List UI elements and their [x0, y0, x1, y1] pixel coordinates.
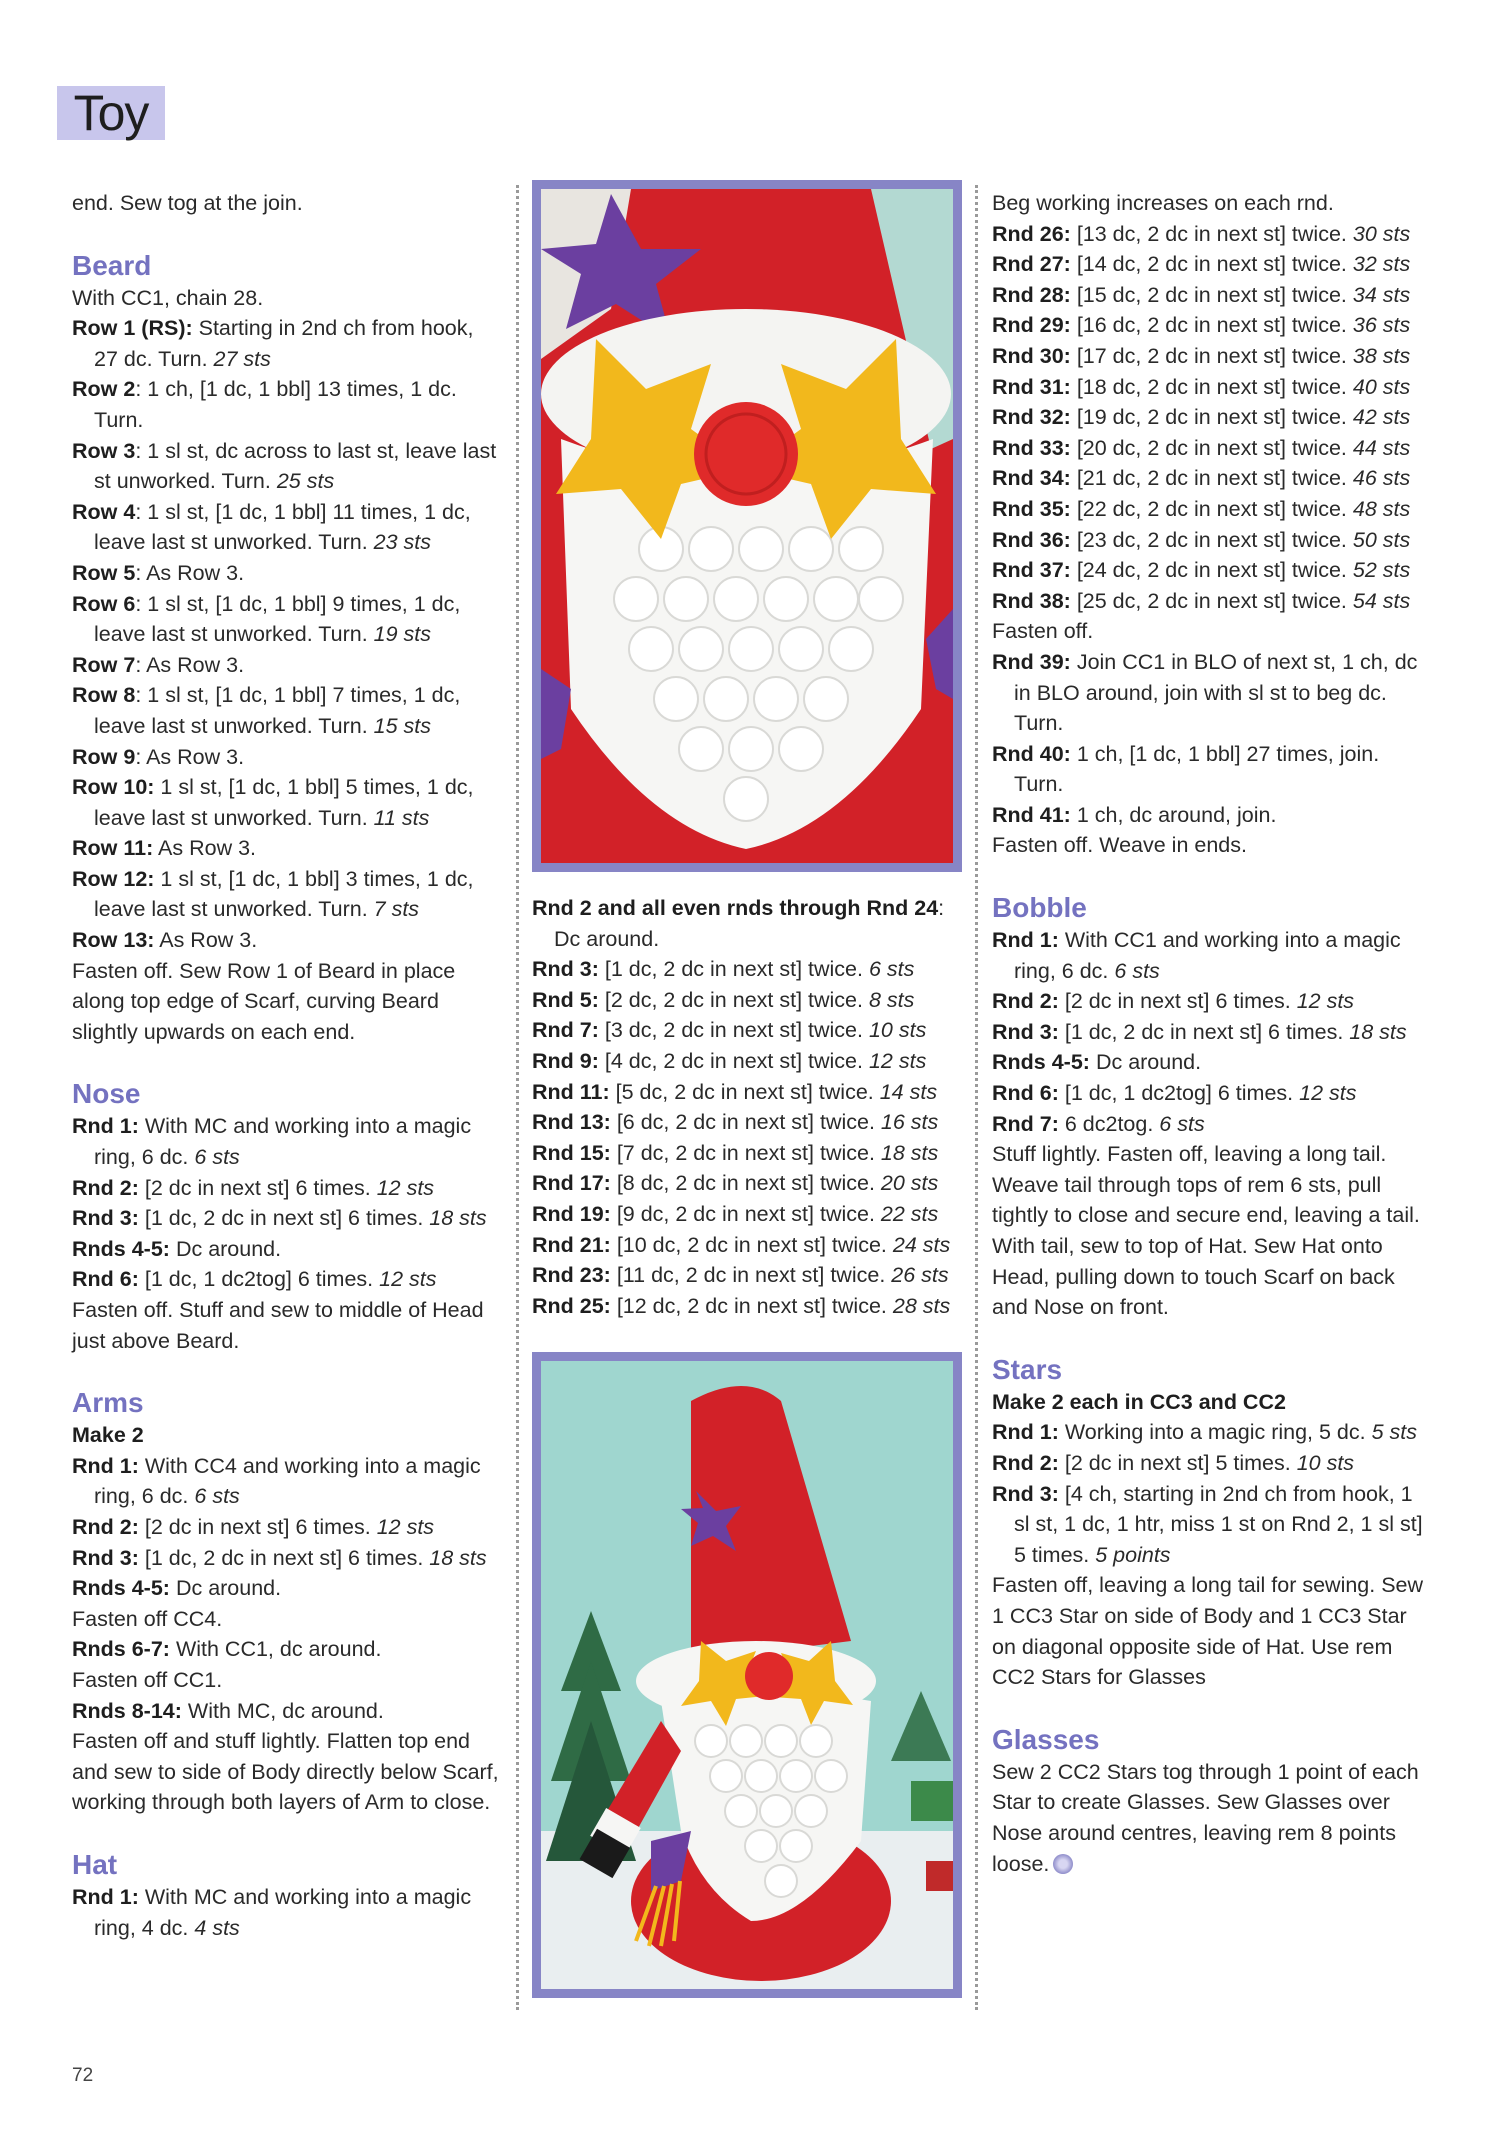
row-text: With CC4 and working into a magic ring, 6 dc. [94, 1453, 481, 1509]
instruction-line [532, 1077, 962, 1108]
instruction-line [992, 280, 1432, 311]
instruction-line [72, 1696, 502, 1727]
row-text: 1 ch, dc around, join. [1070, 802, 1277, 827]
row-text: With CC1, chain 28. [72, 285, 264, 310]
instruction-line [992, 616, 1432, 647]
row-label: Rnd 36: [992, 527, 1071, 552]
instruction-line [72, 283, 502, 314]
instruction-line [992, 341, 1432, 372]
glasses-finish-text: Sew 2 CC2 Stars tog through 1 point of each Star to create Glasses. Sew Glasses over Nose around centres, leaving rem 8 points loose. [992, 1759, 1419, 1876]
hat-heading: Hat [72, 1848, 118, 1880]
instruction-line [992, 494, 1432, 525]
stitch-count: 40 sts [1352, 374, 1411, 399]
row-text: 1 sl st, [1 dc, 1 bbl] 5 times, 1 dc, leave last st unworked. Turn. [94, 775, 474, 830]
row-text: Fasten off CC4. [72, 1606, 223, 1631]
row-text: [2 dc in next st] 6 times. [1058, 989, 1297, 1014]
instruction-line [532, 1199, 962, 1230]
instruction-line [992, 586, 1432, 617]
instruction-line [992, 1017, 1432, 1048]
row-label: Rnd 27: [992, 252, 1071, 277]
row-label: Row 7 [72, 652, 136, 677]
row-label: Rnd 3: [72, 1206, 139, 1231]
row-label: Rnd 13: [532, 1110, 611, 1135]
instruction-line [992, 249, 1432, 280]
column-divider-right [975, 185, 978, 2010]
row-text: 1 sl st, [1 dc, 1 bbl] 3 times, 1 dc, leave last st unworked. Turn. [94, 866, 474, 922]
stitch-count: 44 sts [1352, 435, 1411, 460]
row-text: [16 dc, 2 dc in next st] twice. [1070, 313, 1353, 338]
row-label: Rnd 34: [992, 466, 1071, 491]
row-text: : As Row 3. [135, 744, 245, 769]
row-text: [1 dc, 2 dc in next st] 6 times. [138, 1206, 430, 1231]
row-label: Rnd 2: [72, 1175, 139, 1200]
row-text: [2 dc, 2 dc in next st] twice. [598, 987, 869, 1012]
stitch-count: 6 sts [194, 1145, 240, 1170]
stitch-count: 25 sts [276, 469, 335, 494]
row-label: Rnd 5: [532, 987, 599, 1012]
row-text: [21 dc, 2 dc in next st] twice. [1070, 466, 1353, 491]
instruction-line [992, 925, 1432, 986]
row-label: Rnd 37: [992, 558, 1071, 583]
row-text: 6 dc2tog. [1058, 1111, 1160, 1136]
row-text: : Dc around. [554, 896, 945, 951]
row-text: Dc around. [1089, 1050, 1202, 1075]
row-label: Row 9 [72, 744, 136, 769]
row-label: Row 13: [72, 928, 155, 953]
row-text: [1 dc, 1 dc2tog] 6 times. [1058, 1081, 1300, 1106]
instruction-line [72, 1512, 502, 1543]
row-label: Row 1 (RS): [72, 316, 193, 341]
row-text: [9 dc, 2 dc in next st] twice. [610, 1201, 881, 1226]
instruction-line [992, 402, 1432, 433]
instruction-line [992, 433, 1432, 464]
beard-heading: Beard [72, 249, 152, 281]
row-text: With CC1 and working into a magic ring, 6 dc. [1014, 928, 1401, 983]
row-label: Rnd 35: [992, 496, 1071, 521]
instruction-line [72, 1234, 502, 1265]
instruction-line [992, 986, 1432, 1017]
row-label: Rnd 3: [992, 1019, 1059, 1044]
left-column [72, 188, 502, 1943]
stitch-count: 10 sts [1296, 1450, 1355, 1475]
row-label: Rnds 4-5: [72, 1576, 170, 1601]
row-text: : 1 sl st, dc across to last st, leave last st unworked. Turn. [94, 438, 497, 494]
stitch-count: 16 sts [880, 1110, 939, 1135]
row-label: Rnds 8-14: [72, 1698, 182, 1723]
stitch-count: 24 sts [892, 1232, 951, 1257]
row-label: Rnd 26: [992, 221, 1071, 246]
row-text: [5 dc, 2 dc in next st] twice. [609, 1079, 880, 1104]
row-label: Rnd 7: [532, 1018, 599, 1043]
row-label: Rnd 7: [992, 1111, 1059, 1136]
arms-subheading: Make 2 [72, 1423, 144, 1448]
glasses-finish [992, 1757, 1432, 1879]
row-text: [15 dc, 2 dc in next st] twice. [1070, 282, 1353, 307]
stitch-count: 36 sts [1352, 313, 1411, 338]
instruction-line [72, 1264, 502, 1295]
row-label: Row 11: [72, 836, 154, 861]
instruction-line [72, 1203, 502, 1234]
row-label: Rnd 21: [532, 1232, 611, 1257]
stitch-count: 19 sts [373, 622, 432, 647]
row-text: [14 dc, 2 dc in next st] twice. [1070, 252, 1353, 277]
stitch-count: 6 sts [1159, 1111, 1205, 1136]
row-text: [2 dc in next st] 5 times. [1058, 1450, 1297, 1475]
row-text: 1 ch, [1 dc, 1 bbl] 27 times, join. Turn. [1014, 741, 1380, 797]
row-label: Rnd 3: [72, 1545, 139, 1570]
row-label: Rnd 2: [992, 1450, 1059, 1475]
row-label: Rnd 39: [992, 649, 1071, 674]
instruction-line [72, 1543, 502, 1574]
stitch-count: 26 sts [891, 1263, 949, 1288]
row-text: [2 dc in next st] 6 times. [138, 1514, 377, 1539]
row-text: Fasten off. Weave in ends. [992, 833, 1247, 858]
instruction-line [72, 497, 502, 558]
instruction-line [72, 742, 502, 773]
row-text: [23 dc, 2 dc in next st] twice. [1070, 527, 1353, 552]
row-label: Row 4 [72, 499, 136, 524]
stars-finish: Fasten off, leaving a long tail for sewing. Sew 1 CC3 Star on side of Body and 1 CC3 Star on diagonal opposite side of Hat. Use rem CC2 Stars for Glasses [992, 1573, 1424, 1690]
stitch-count: 8 sts [868, 987, 915, 1012]
row-text: [7 dc, 2 dc in next st] twice. [610, 1140, 881, 1165]
instruction-line [72, 1634, 502, 1665]
row-text: Dc around. [169, 1576, 282, 1601]
row-text: Dc around. [169, 1236, 282, 1261]
row-text: Fasten off CC1. [72, 1667, 223, 1692]
instruction-line [992, 1047, 1432, 1078]
stitch-count: 5 points [1095, 1542, 1171, 1567]
row-label: Rnd 17: [532, 1171, 611, 1196]
instruction-line [72, 589, 502, 650]
row-label: Rnd 40: [992, 741, 1071, 766]
stitch-count: 12 sts [1299, 1081, 1357, 1106]
gnome-full-photo [532, 1352, 962, 1998]
stitch-count: 42 sts [1352, 405, 1411, 430]
row-text: With MC and working into a magic ring, 4 dc. [94, 1884, 472, 1940]
row-label: Rnd 29: [992, 313, 1071, 338]
instruction-line [532, 1230, 962, 1261]
row-text: [24 dc, 2 dc in next st] twice. [1070, 558, 1353, 583]
stitch-count: 23 sts [373, 530, 432, 555]
end-of-pattern-icon [1053, 1854, 1073, 1874]
instruction-line [532, 954, 962, 985]
row-label: Rnd 2: [72, 1514, 139, 1539]
stitch-count: 12 sts [379, 1267, 437, 1292]
row-text: [1 dc, 2 dc in next st] 6 times. [1058, 1019, 1350, 1044]
right-column [992, 188, 1432, 1879]
hat-lines [72, 1882, 502, 1943]
instruction-line [532, 1168, 962, 1199]
row-label: Rnds 4-5: [992, 1050, 1090, 1075]
row-label: Rnd 32: [992, 405, 1071, 430]
bobble-heading: Bobble [992, 892, 1087, 924]
row-text: [6 dc, 2 dc in next st] twice. [610, 1110, 881, 1135]
instruction-line [72, 1173, 502, 1204]
row-text: [1 dc, 2 dc in next st] 6 times. [138, 1545, 430, 1570]
row-label: Rnd 25: [532, 1293, 611, 1318]
nose-lines [72, 1111, 502, 1295]
row-text: [4 dc, 2 dc in next st] twice. [598, 1048, 869, 1073]
row-text: : 1 sl st, [1 dc, 1 bbl] 7 times, 1 dc, leave last st unworked. Turn. [94, 683, 461, 738]
instruction-line [72, 436, 502, 497]
glasses-heading: Glasses [992, 1723, 1100, 1755]
instruction-line [992, 1417, 1432, 1448]
row-text: : As Row 3. [135, 560, 245, 585]
arms-lines [72, 1451, 502, 1726]
row-label: Rnd 19: [532, 1201, 611, 1226]
stitch-count: 30 sts [1352, 221, 1411, 246]
instruction-line [72, 1665, 502, 1696]
stitch-count: 7 sts [373, 897, 420, 922]
row-text: : As Row 3. [135, 652, 245, 677]
stars-heading: Stars [992, 1353, 1063, 1385]
instruction-line [72, 925, 502, 956]
instruction-line [532, 1138, 962, 1169]
stitch-count: 20 sts [880, 1171, 939, 1196]
row-text: Fasten off. [992, 619, 1094, 644]
row-label: Row 8 [72, 683, 136, 708]
instruction-line [532, 1046, 962, 1077]
row-text: As Row 3. [153, 836, 257, 861]
row-label: Row 2 [72, 377, 136, 402]
stitch-count: 48 sts [1352, 496, 1411, 521]
bobble-finish: Stuff lightly. Fasten off, leaving a long tail. Weave tail through tops of rem 6 sts, pull tightly to close and secure end, leaving a tail. With tail, sew to top of Hat. Sew Hat onto Head, pulling down to touch Scarf on back and Nose on front. [992, 1142, 1420, 1320]
row-text: Join CC1 in BLO of next st, 1 ch, dc in BLO around, join with sl st to beg dc. Turn. [1014, 649, 1418, 736]
row-text: With MC, dc around. [181, 1698, 384, 1723]
row-text: [22 dc, 2 dc in next st] twice. [1070, 496, 1353, 521]
stitch-count: 18 sts [1349, 1019, 1407, 1044]
stitch-count: 50 sts [1352, 527, 1411, 552]
stitch-count: 12 sts [1296, 989, 1355, 1014]
instruction-line [532, 1015, 962, 1046]
stitch-count: 11 sts [373, 805, 430, 830]
row-label: Rnd 6: [72, 1267, 139, 1292]
row-label: Rnd 6: [992, 1081, 1059, 1106]
stitch-count: 34 sts [1352, 282, 1411, 307]
row-label: Row 6 [72, 591, 136, 616]
intro-text: end. Sew tog at the join. [72, 191, 303, 215]
row-label: Rnd 41: [992, 802, 1071, 827]
stitch-count: 4 sts [194, 1915, 240, 1940]
row-text: With CC1, dc around. [169, 1637, 382, 1662]
arms-finish: Fasten off and stuff lightly. Flatten top end and sew to side of Body directly below Scarf, working through both layers of Arm to close. [72, 1729, 499, 1815]
row-label: Rnd 33: [992, 435, 1071, 460]
row-label: Rnd 30: [992, 343, 1071, 368]
row-text: [20 dc, 2 dc in next st] twice. [1070, 435, 1353, 460]
instruction-line [72, 650, 502, 681]
row-label: Rnd 11: [532, 1079, 610, 1104]
row-text: With MC and working into a magic ring, 6 dc. [94, 1114, 472, 1170]
instruction-line [72, 772, 502, 833]
stars-lines [992, 1417, 1432, 1570]
instruction-line [72, 558, 502, 589]
row-text: : 1 sl st, [1 dc, 1 bbl] 9 times, 1 dc, leave last st unworked. Turn. [94, 591, 461, 647]
nose-finish: Fasten off. Stuff and sew to middle of Head just above Beard. [72, 1298, 484, 1353]
row-text: [11 dc, 2 dc in next st] twice. [610, 1263, 892, 1288]
stitch-count: 12 sts [376, 1514, 435, 1539]
row-text: [12 dc, 2 dc in next st] twice. [610, 1293, 893, 1318]
row-label: Rnd 1: [992, 928, 1059, 953]
row-text: [25 dc, 2 dc in next st] twice. [1070, 588, 1353, 613]
row-text: As Row 3. [154, 928, 258, 953]
instruction-line [72, 680, 502, 741]
stitch-count: 54 sts [1352, 588, 1411, 613]
instruction-line [992, 830, 1432, 861]
row-label: Rnd 15: [532, 1140, 611, 1165]
stitch-count: 18 sts [880, 1140, 939, 1165]
row-label: Rnd 23: [532, 1263, 611, 1288]
row-text: [1 dc, 2 dc in next st] twice. [598, 957, 869, 982]
instruction-line [532, 1291, 962, 1322]
stitch-count: 6 sts [1114, 958, 1160, 983]
stars-subheading: Make 2 each in CC3 and CC2 [992, 1389, 1286, 1414]
row-label: Row 12: [72, 866, 155, 891]
stitch-count: 15 sts [373, 713, 432, 738]
stitch-count: 46 sts [1352, 466, 1411, 491]
instruction-line [532, 1107, 962, 1138]
instruction-line [72, 313, 502, 374]
row-label: Rnd 2 and all even rnds through Rnd 24 [532, 896, 939, 920]
row-label: Rnd 38: [992, 588, 1071, 613]
row-text: [18 dc, 2 dc in next st] twice. [1070, 374, 1353, 399]
instruction-line [72, 1451, 502, 1512]
instruction-line [992, 739, 1432, 800]
hat-continue-intro: Beg working increases on each rnd. [992, 191, 1334, 215]
stitch-count: 52 sts [1352, 558, 1411, 583]
stitch-count: 18 sts [429, 1545, 487, 1570]
bobble-lines [992, 925, 1432, 1139]
row-label: Rnd 2: [992, 989, 1059, 1014]
instruction-line [532, 1260, 962, 1291]
stitch-count: 14 sts [879, 1079, 938, 1104]
row-label: Row 5 [72, 560, 136, 585]
row-label: Rnds 6-7: [72, 1637, 170, 1662]
row-text: [8 dc, 2 dc in next st] twice. [610, 1171, 881, 1196]
row-label: Rnds 4-5: [72, 1236, 170, 1261]
row-text: Starting in 2nd ch from hook, 27 dc. Turn. [94, 316, 474, 371]
instruction-line [992, 219, 1432, 250]
gnome-full-illustration [541, 1361, 953, 1989]
row-text: [3 dc, 2 dc in next st] twice. [598, 1018, 869, 1043]
stitch-count: 6 sts [194, 1484, 240, 1509]
row-text: [13 dc, 2 dc in next st] twice. [1070, 221, 1353, 246]
stitch-count: 18 sts [429, 1206, 487, 1231]
row-text: [4 ch, starting in 2nd ch from hook, 1 sl st, 1 dc, 1 htr, miss 1 st on Rnd 2, 1 sl st] 5 times. [1014, 1481, 1423, 1567]
row-label: Rnd 1: [992, 1420, 1059, 1445]
beard-lines [72, 283, 502, 956]
stitch-count: 5 sts [1371, 1420, 1417, 1445]
row-text: : 1 ch, [1 dc, 1 bbl] 13 times, 1 dc. Turn. [94, 377, 457, 432]
row-text: [1 dc, 1 dc2tog] 6 times. [138, 1267, 380, 1292]
instruction-line [992, 800, 1432, 831]
instruction-line [992, 525, 1432, 556]
stitch-count: 10 sts [868, 1018, 927, 1043]
instruction-line [72, 1111, 502, 1172]
row-text: Working into a magic ring, 5 dc. [1058, 1420, 1372, 1445]
stitch-count: 22 sts [880, 1201, 939, 1226]
instruction-line [992, 1479, 1432, 1571]
row-text: : 1 sl st, [1 dc, 1 bbl] 11 times, 1 dc, leave last st unworked. Turn. [94, 499, 471, 555]
hat-rounds-lines [532, 893, 962, 1321]
instruction-line [992, 310, 1432, 341]
arms-heading: Arms [72, 1387, 144, 1419]
instruction-line [72, 374, 502, 435]
row-text: [10 dc, 2 dc in next st] twice. [610, 1232, 893, 1257]
instruction-line [532, 985, 962, 1016]
instruction-line [72, 1573, 502, 1604]
instruction-line [992, 1448, 1432, 1479]
beard-finish: Fasten off. Sew Row 1 of Beard in place along top edge of Scarf, curving Beard slightly upwards on each end. [72, 958, 456, 1044]
row-label: Rnd 9: [532, 1048, 599, 1073]
row-label: Rnd 1: [72, 1453, 139, 1478]
instruction-line [992, 372, 1432, 403]
middle-column [532, 893, 962, 1321]
instruction-line [72, 1882, 502, 1943]
instruction-line [532, 893, 962, 954]
row-label: Rnd 28: [992, 282, 1071, 307]
row-label: Rnd 1: [72, 1884, 139, 1909]
stitch-count: 12 sts [868, 1048, 927, 1073]
hat-increase-lines [992, 219, 1432, 861]
row-label: Rnd 31: [992, 374, 1071, 399]
stitch-count: 28 sts [892, 1293, 951, 1318]
stitch-count: 27 sts [213, 346, 271, 371]
row-text: [19 dc, 2 dc in next st] twice. [1070, 405, 1353, 430]
column-divider-left [516, 185, 519, 2010]
gnome-closeup-illustration [541, 189, 953, 863]
row-text: [17 dc, 2 dc in next st] twice. [1070, 343, 1353, 368]
stitch-count: 32 sts [1352, 252, 1411, 277]
instruction-line [992, 647, 1432, 739]
row-label: Row 10: [72, 775, 155, 800]
stitch-count: 6 sts [868, 957, 915, 982]
row-label: Row 3 [72, 438, 136, 463]
section-tag [57, 86, 165, 140]
row-label: Rnd 3: [532, 957, 599, 982]
instruction-line [72, 833, 502, 864]
instruction-line [72, 1604, 502, 1635]
page-number: 72 [72, 2065, 94, 2086]
instruction-line [992, 1078, 1432, 1109]
section-title: Toy [73, 85, 149, 141]
gnome-closeup-photo [532, 180, 962, 872]
instruction-line [992, 555, 1432, 586]
nose-heading: Nose [72, 1078, 141, 1110]
stitch-count: 12 sts [376, 1175, 435, 1200]
stitch-count: 38 sts [1352, 343, 1411, 368]
row-label: Rnd 3: [992, 1481, 1059, 1506]
row-text: [2 dc in next st] 6 times. [138, 1175, 377, 1200]
instruction-line [72, 864, 502, 925]
instruction-line [992, 463, 1432, 494]
instruction-line [992, 1109, 1432, 1140]
row-label: Rnd 1: [72, 1114, 139, 1139]
